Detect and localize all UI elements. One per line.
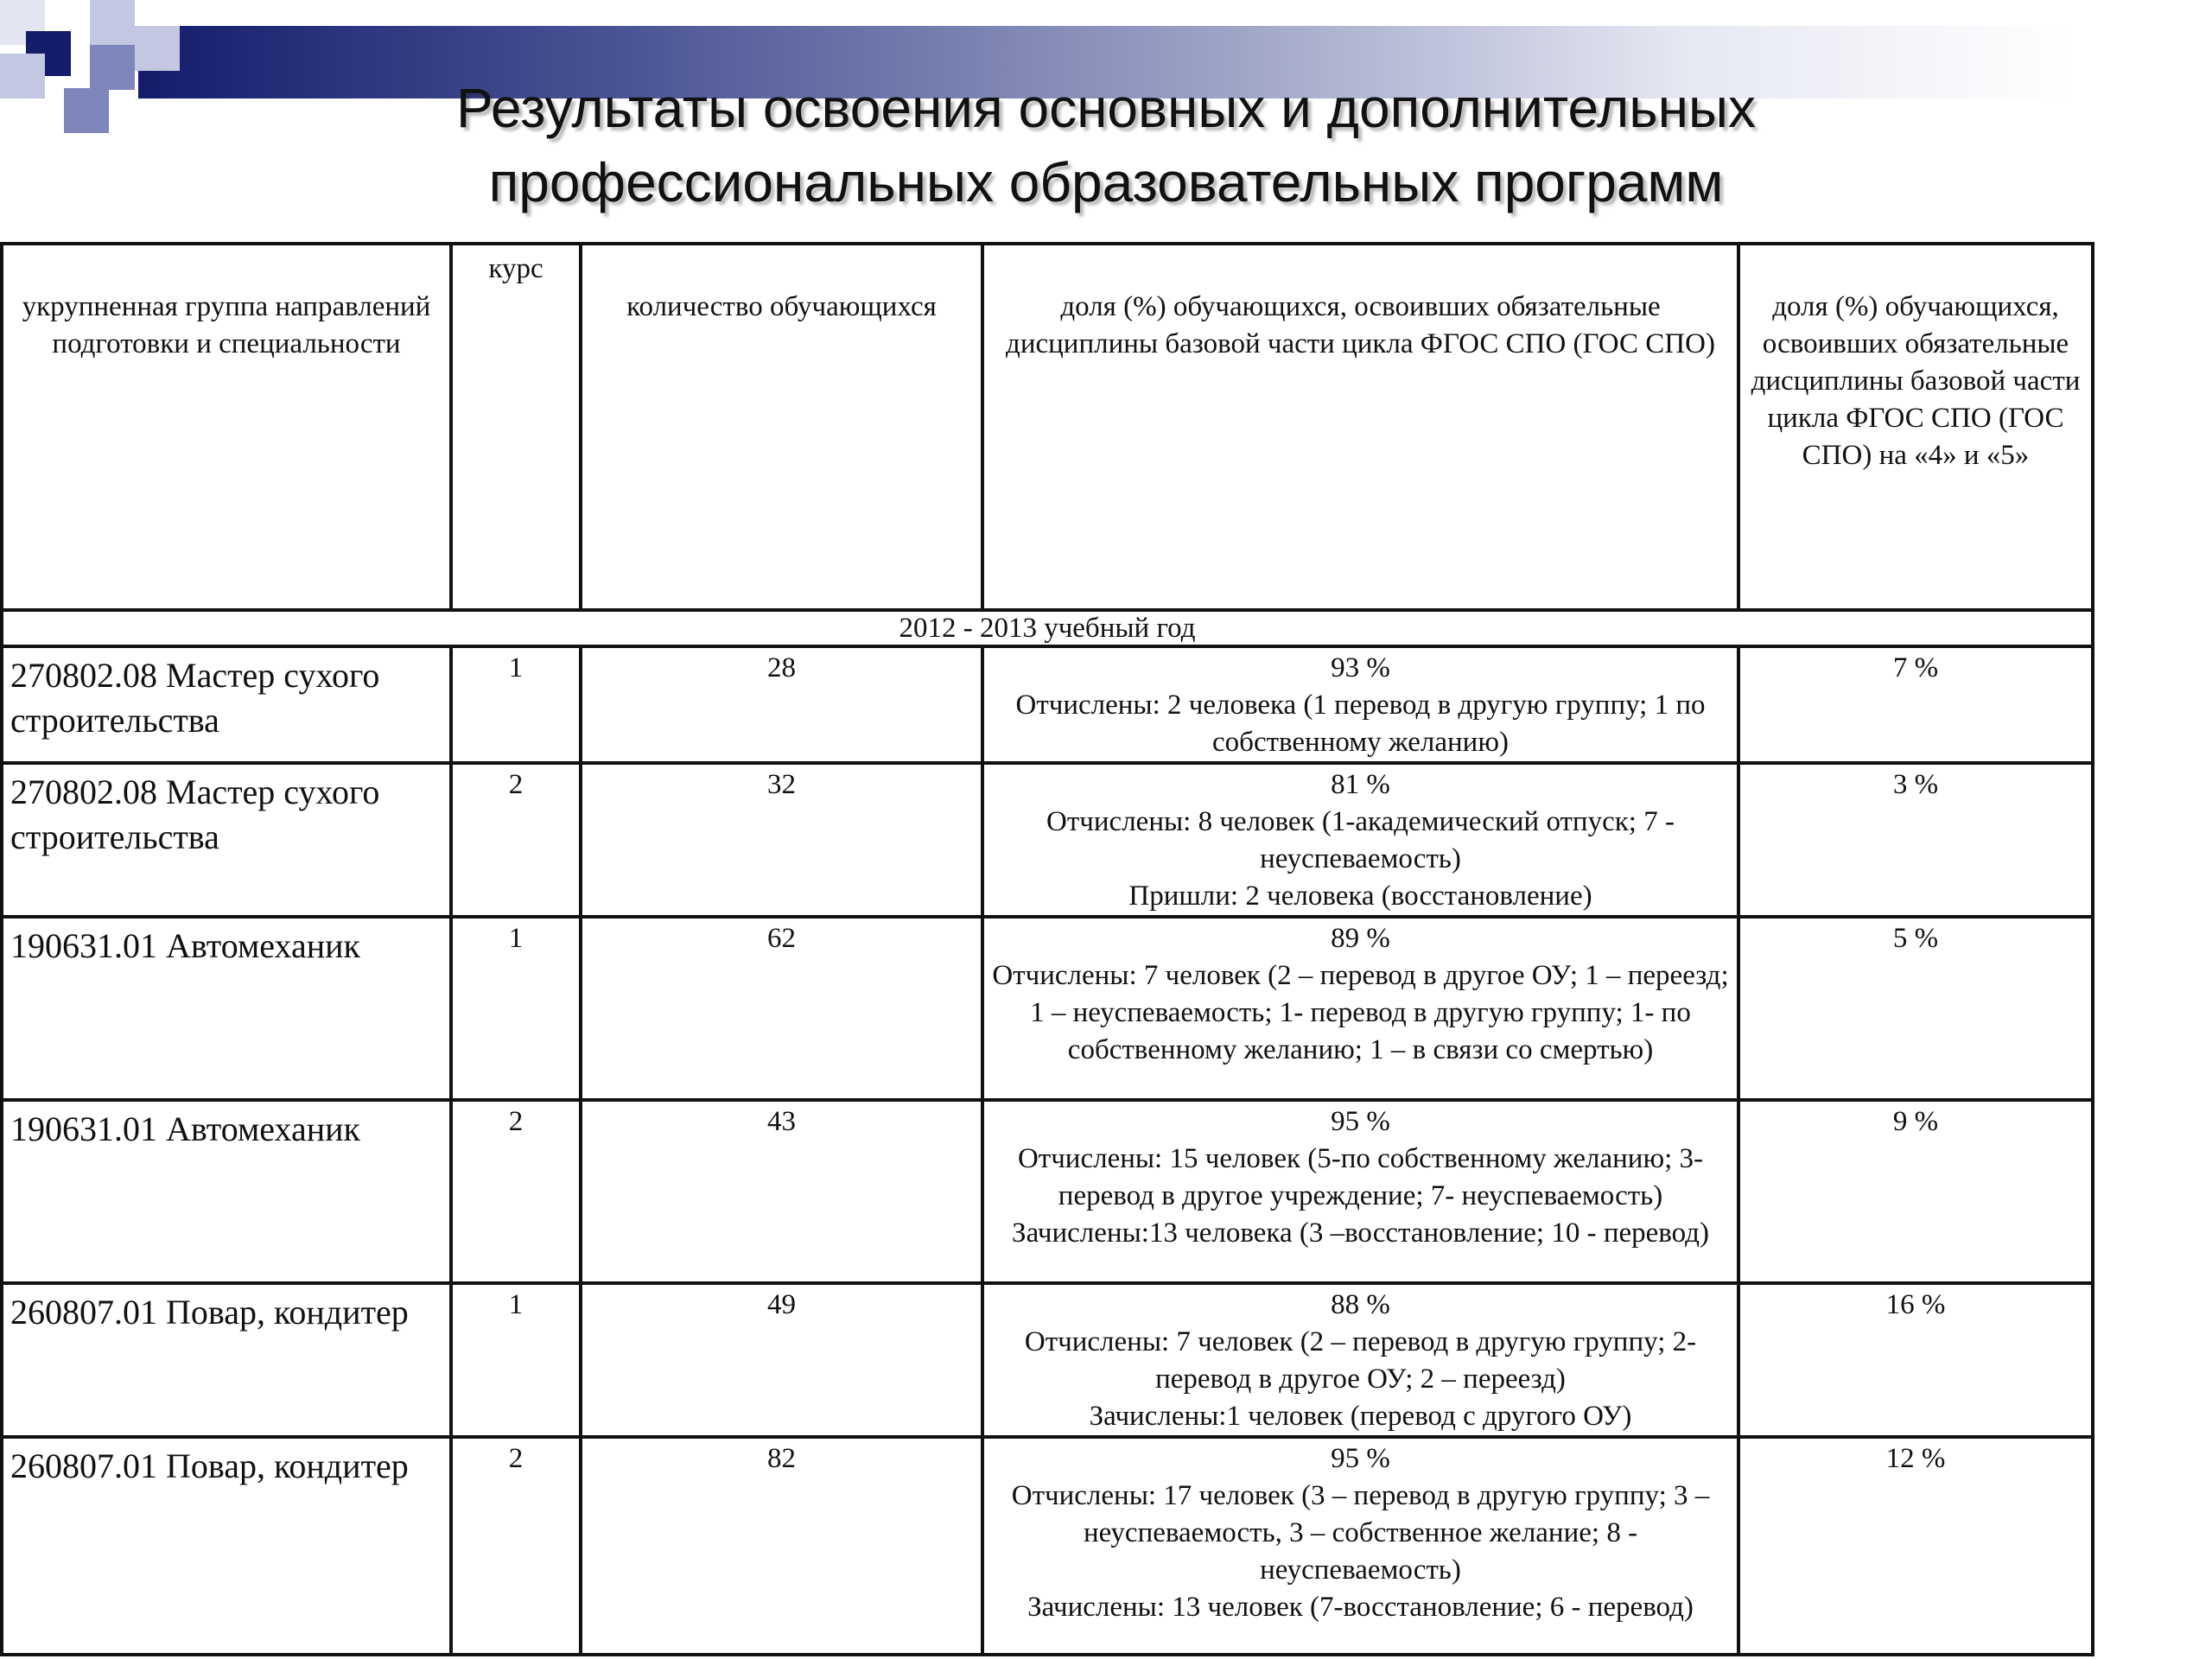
row-excellent-pct: 3 % [1738, 763, 2093, 917]
row-program-name: 260807.01 Повар, кондитер [2, 1437, 451, 1655]
row-excellent-pct: 12 % [1738, 1437, 2093, 1655]
header-group: укрупненная группа направлений подготовки и специальности [2, 244, 451, 610]
row-mastered [982, 917, 1738, 1100]
header-mastered-share: доля (%) обучающихся, освоивших обязательные дисциплины базовой части цикла ФГОС СПО (ГОС СПО) [982, 244, 1738, 610]
row-students: 62 [581, 917, 982, 1100]
row-note: Пришли: 2 человека (восстановление) [1128, 880, 1592, 912]
row-program-name: 190631.01 Автомеханик [2, 917, 451, 1100]
year-row [2, 610, 2093, 646]
row-note: Отчислены: 2 человека (1 перевод в другую группу; 1 по собственному желанию) [1015, 690, 1706, 758]
row-excellent-pct: 5 % [1738, 917, 2093, 1100]
row-mastered-pct: 95 % [1331, 1106, 1390, 1137]
row-students: 43 [581, 1100, 982, 1283]
row-note: Зачислены:1 человек (перевод с другого ОУ) [1089, 1401, 1632, 1432]
row-mastered [982, 646, 1738, 763]
row-course: 1 [451, 1283, 581, 1437]
row-note: Отчислены: 7 человек (2 – перевод в другое ОУ; 1 – переезд; 1 – неуспеваемость; 1- перевод в другую группу; 1- по собственному желанию; 1 – в связи со смертью) [992, 960, 1729, 1065]
table-row [2, 1437, 2093, 1655]
row-course: 2 [451, 763, 581, 917]
row-note: Зачислены:13 человека (3 –восстановление; 10 - перевод) [1012, 1217, 1709, 1249]
row-mastered [982, 1437, 1738, 1655]
row-mastered-pct: 88 % [1331, 1289, 1390, 1320]
row-students: 28 [581, 646, 982, 763]
header-excellent-share: доля (%) обучающихся, освоивших обязательные дисциплины базовой части цикла ФГОС СПО (ГОС СПО) на «4» и «5» [1738, 244, 2093, 610]
row-note: Отчислены: 8 человек (1-академический отпуск; 7 - неуспеваемость) [1046, 806, 1675, 874]
table-row [2, 1283, 2093, 1437]
row-mastered [982, 1100, 1738, 1283]
results-table [0, 242, 2094, 1656]
decor-square [135, 26, 180, 71]
row-mastered [982, 763, 1738, 917]
row-excellent-pct: 9 % [1738, 1100, 2093, 1283]
table-row [2, 1100, 2093, 1283]
row-excellent-pct: 16 % [1738, 1283, 2093, 1437]
row-students: 32 [581, 763, 982, 917]
row-students: 49 [581, 1283, 982, 1437]
row-program-name: 190631.01 Автомеханик [2, 1100, 451, 1283]
row-course: 1 [451, 646, 581, 763]
row-program-name: 260807.01 Повар, кондитер [2, 1283, 451, 1437]
table-row [2, 646, 2093, 763]
row-students: 82 [581, 1437, 982, 1655]
row-course: 1 [451, 917, 581, 1100]
table-row [2, 917, 2093, 1100]
row-course: 2 [451, 1100, 581, 1283]
row-program-name: 270802.08 Мастер сухого строительства [2, 646, 451, 763]
row-note: Отчислены: 7 человек (2 – перевод в другую группу; 2- перевод в другое ОУ; 2 – переезд) [1024, 1326, 1697, 1395]
header-students: количество обучающихся [581, 244, 982, 610]
row-mastered-pct: 95 % [1331, 1443, 1390, 1474]
header-course: курс [451, 244, 581, 610]
row-excellent-pct: 7 % [1738, 646, 2093, 763]
row-mastered-pct: 89 % [1331, 923, 1390, 954]
page-title [0, 71, 2212, 219]
row-mastered [982, 1283, 1738, 1437]
row-course: 2 [451, 1437, 581, 1655]
table-header-row [2, 244, 2093, 610]
row-note: Зачислены: 13 человек (7-восстановление; 6 - перевод) [1027, 1592, 1694, 1623]
row-mastered-pct: 81 % [1331, 769, 1390, 800]
decor-square [90, 0, 135, 45]
row-note: Отчислены: 15 человек (5-по собственному желанию; 3-перевод в другое учреждение; 7- неуспеваемость) [1017, 1143, 1704, 1211]
row-program-name: 270802.08 Мастер сухого строительства [2, 763, 451, 917]
row-mastered-pct: 93 % [1331, 652, 1390, 683]
title-line-1: Результаты освоения основных и дополнительных [456, 77, 1756, 139]
year-label: 2012 - 2013 учебный год [2, 610, 2093, 646]
row-note: Отчислены: 17 человек (3 – перевод в другую группу; 3 – неуспеваемость, 3 – собственное желание; 8 - неуспеваемость) [1011, 1480, 1710, 1586]
title-line-2: профессиональных образовательных программ [488, 151, 1724, 213]
table-row [2, 763, 2093, 917]
